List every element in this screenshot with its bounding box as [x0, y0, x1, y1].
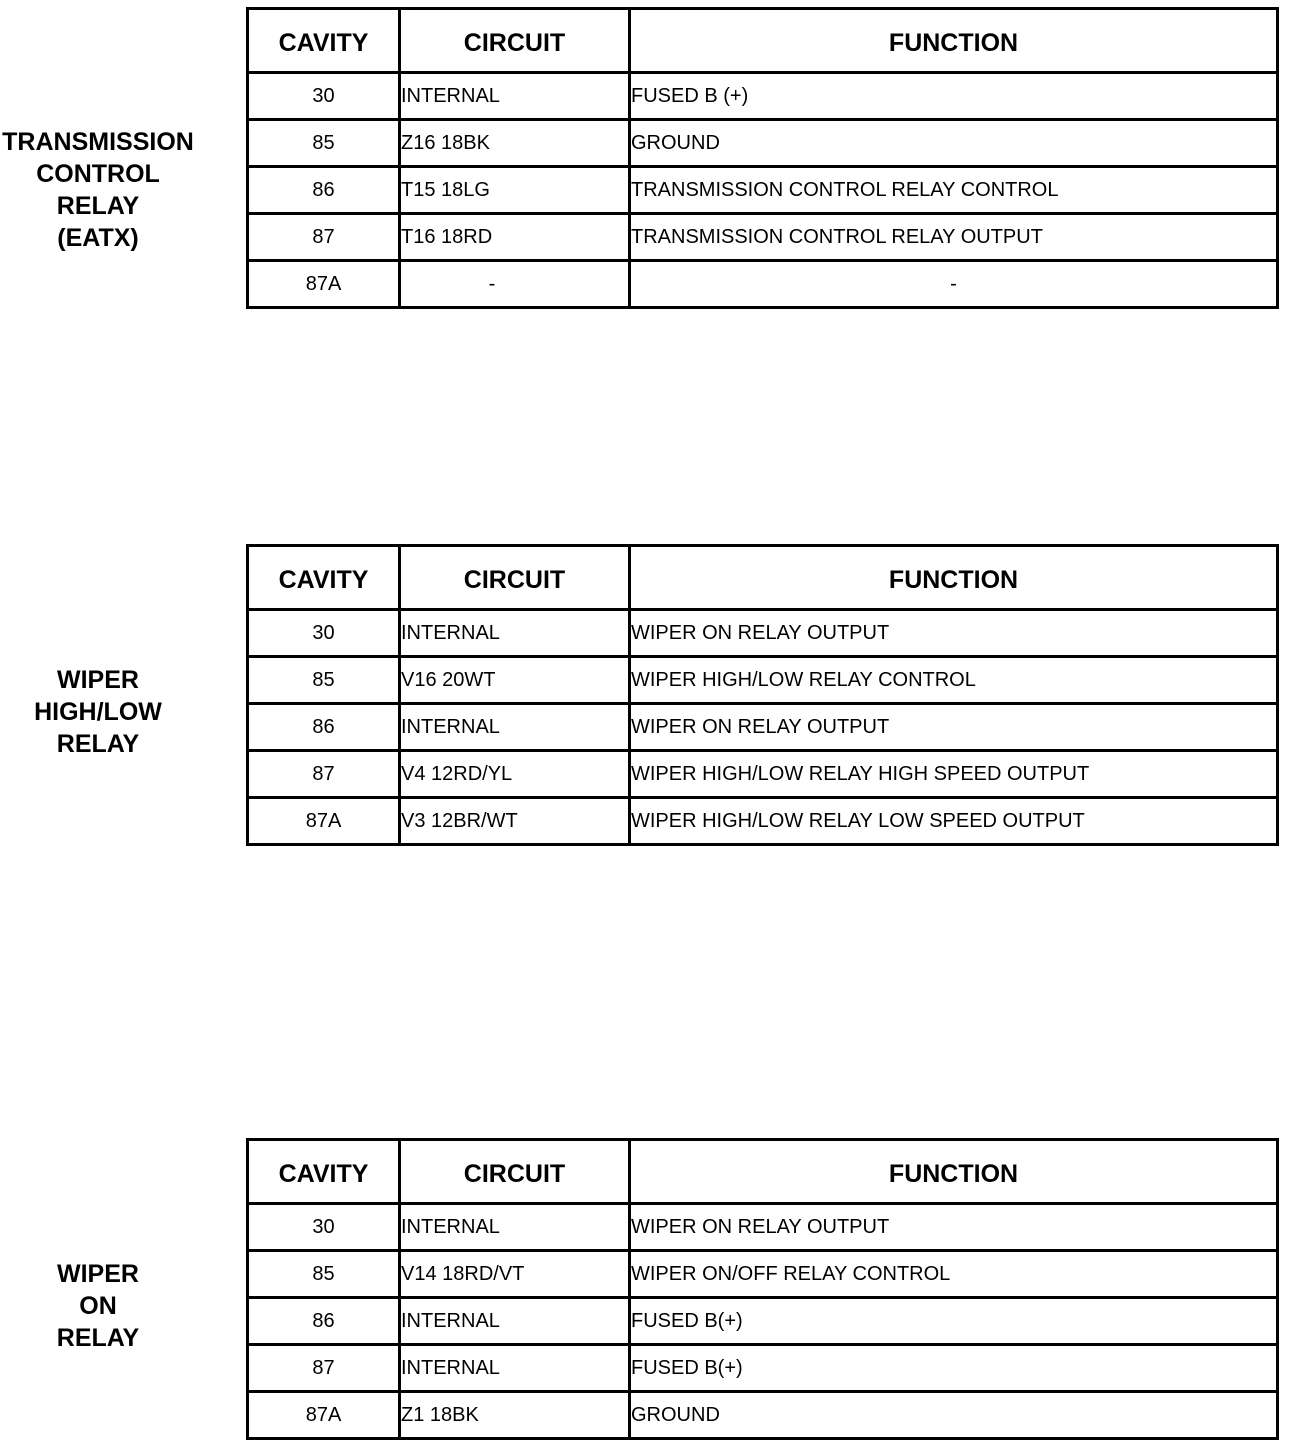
function-cell: WIPER HIGH/LOW RELAY HIGH SPEED OUTPUT [630, 751, 1278, 798]
table-row [248, 214, 1278, 261]
function-cell: WIPER HIGH/LOW RELAY CONTROL [630, 657, 1278, 704]
function-cell: WIPER ON RELAY OUTPUT [630, 704, 1278, 751]
circuit-cell: INTERNAL [400, 1345, 630, 1392]
cavity-cell: 87A [248, 261, 400, 308]
function-cell: WIPER HIGH/LOW RELAY LOW SPEED OUTPUT [630, 798, 1278, 845]
relay-label-line: WIPER [57, 1260, 139, 1288]
relay-label-line: CONTROL [36, 160, 160, 188]
table-row [248, 1204, 1278, 1251]
relay-label-line: ON [79, 1292, 117, 1320]
cavity-cell: 30 [248, 610, 400, 657]
circuit-cell: V3 12BR/WT [400, 798, 630, 845]
cavity-cell: 85 [248, 657, 400, 704]
table-row [248, 704, 1278, 751]
header-circuit: CIRCUIT [400, 9, 630, 73]
function-cell: WIPER ON RELAY OUTPUT [630, 610, 1278, 657]
function-cell: FUSED B(+) [630, 1345, 1278, 1392]
pinout-table-transmission-control [246, 7, 1279, 309]
relay-label-line: (EATX) [57, 224, 139, 252]
function-cell: FUSED B (+) [630, 73, 1278, 120]
cavity-cell: 86 [248, 167, 400, 214]
relay-label-line: RELAY [56, 192, 140, 220]
cavity-cell: 86 [248, 704, 400, 751]
header-function: FUNCTION [630, 9, 1278, 73]
relay-label-line: RELAY [56, 1324, 140, 1352]
pinout-table-wiper-on [246, 1138, 1279, 1440]
table-header-row [248, 546, 1278, 610]
circuit-cell: V4 12RD/YL [400, 751, 630, 798]
table-row [248, 73, 1278, 120]
circuit-cell: V16 20WT [400, 657, 630, 704]
table-row [248, 610, 1278, 657]
relay-label-line: RELAY [56, 730, 140, 758]
table-row [248, 798, 1278, 845]
cavity-cell: 30 [248, 73, 400, 120]
pinout-table-wiper-high-low [246, 544, 1279, 846]
function-cell: TRANSMISSION CONTROL RELAY OUTPUT [630, 214, 1278, 261]
table-row [248, 261, 1278, 308]
cavity-cell: 87A [248, 1392, 400, 1439]
header-function: FUNCTION [630, 546, 1278, 610]
cavity-cell: 87A [248, 798, 400, 845]
cavity-cell: 85 [248, 1251, 400, 1298]
cavity-cell: 87 [248, 751, 400, 798]
relay-label-line: TRANSMISSION [2, 128, 194, 156]
table-row [248, 1298, 1278, 1345]
relay-label-wiper-high-low [0, 664, 196, 760]
circuit-cell: T16 18RD [400, 214, 630, 261]
function-cell: FUSED B(+) [630, 1298, 1278, 1345]
circuit-cell: INTERNAL [400, 1204, 630, 1251]
cavity-cell: 87 [248, 214, 400, 261]
header-circuit: CIRCUIT [400, 546, 630, 610]
header-cavity: CAVITY [248, 1140, 400, 1204]
relay-label-transmission-control [0, 126, 196, 254]
header-cavity: CAVITY [248, 9, 400, 73]
function-cell: WIPER ON/OFF RELAY CONTROL [630, 1251, 1278, 1298]
function-cell: TRANSMISSION CONTROL RELAY CONTROL [630, 167, 1278, 214]
header-cavity: CAVITY [248, 546, 400, 610]
relay-label-line: HIGH/LOW [34, 698, 162, 726]
cavity-cell: 87 [248, 1345, 400, 1392]
table-row [248, 751, 1278, 798]
table-row [248, 120, 1278, 167]
table-header-row [248, 1140, 1278, 1204]
cavity-cell: 85 [248, 120, 400, 167]
function-cell: GROUND [630, 1392, 1278, 1439]
circuit-cell: INTERNAL [400, 73, 630, 120]
table-row [248, 1345, 1278, 1392]
function-cell: - [630, 261, 1278, 308]
circuit-cell: Z1 18BK [400, 1392, 630, 1439]
header-circuit: CIRCUIT [400, 1140, 630, 1204]
cavity-cell: 30 [248, 1204, 400, 1251]
table-header-row [248, 9, 1278, 73]
circuit-cell: INTERNAL [400, 704, 630, 751]
header-function: FUNCTION [630, 1140, 1278, 1204]
function-cell: GROUND [630, 120, 1278, 167]
relay-label-line: WIPER [57, 666, 139, 694]
circuit-cell: V14 18RD/VT [400, 1251, 630, 1298]
table-row [248, 1251, 1278, 1298]
function-cell: WIPER ON RELAY OUTPUT [630, 1204, 1278, 1251]
circuit-cell: INTERNAL [400, 1298, 630, 1345]
circuit-cell: - [400, 261, 630, 308]
circuit-cell: T15 18LG [400, 167, 630, 214]
table-row [248, 1392, 1278, 1439]
cavity-cell: 86 [248, 1298, 400, 1345]
circuit-cell: Z16 18BK [400, 120, 630, 167]
relay-label-wiper-on [0, 1258, 196, 1354]
table-row [248, 657, 1278, 704]
circuit-cell: INTERNAL [400, 610, 630, 657]
table-row [248, 167, 1278, 214]
